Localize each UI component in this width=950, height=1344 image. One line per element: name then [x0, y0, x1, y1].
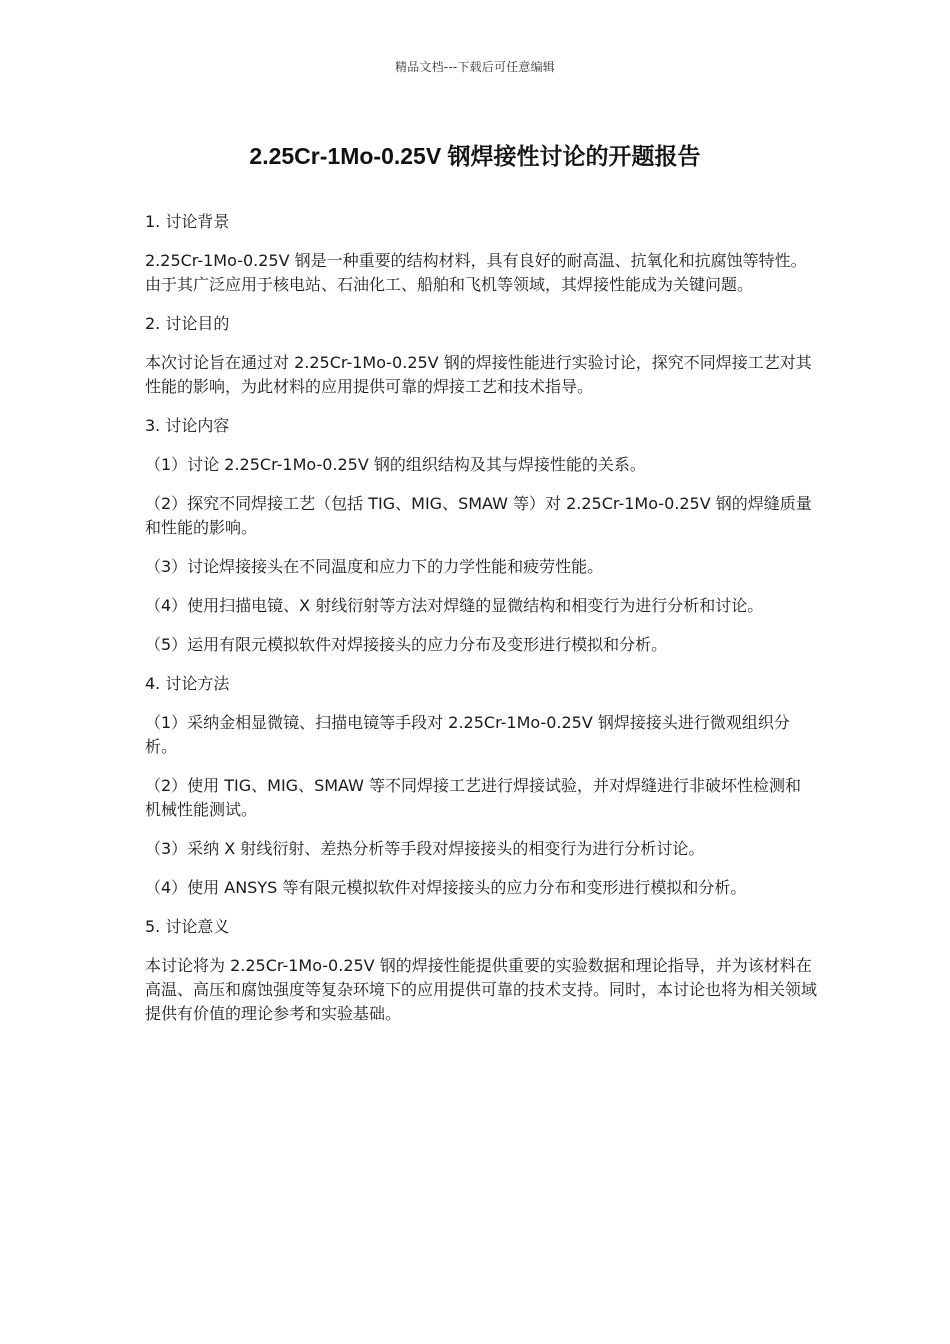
document-title: 2.25Cr-1Mo-0.25V 钢焊接性讨论的开题报告 — [249, 143, 701, 169]
section-heading: 3. 讨论内容 — [145, 416, 230, 435]
list-item: （3）讨论焊接接头在不同温度和应力下的力学性能和疲劳性能。 — [145, 557, 604, 576]
list-item: （2）探究不同焊接工艺（包括 TIG、MIG、SMAW 等）对 2.25Cr-1Mo-0.25V 钢的焊缝质量和性能的影响。 — [145, 494, 812, 537]
list-item: （1）采纳金相显微镜、扫描电镜等手段对 2.25Cr-1Mo-0.25V 钢焊接接头进行微观组织分析。 — [145, 713, 790, 756]
document-body — [145, 210, 817, 1041]
page-header-watermark: 精品文档---下载后可任意编辑 — [395, 60, 555, 74]
list-item: （5）运用有限元模拟软件对焊接接头的应力分布及变形进行模拟和分析。 — [145, 635, 668, 654]
body-paragraph: 本次讨论旨在通过对 2.25Cr-1Mo-0.25V 钢的焊接性能进行实验讨论，探究不同焊接工艺对其性能的影响，为此材料的应用提供可靠的焊接工艺和技术指导。 — [145, 353, 812, 396]
body-paragraph: 本讨论将为 2.25Cr-1Mo-0.25V 钢的焊接性能提供重要的实验数据和理论指导，并为该材料在高温、高压和腐蚀强度等复杂环境下的应用提供可靠的技术支持。同时，本讨论也将为相关领域提供有价值的理论参考和实验基础。 — [145, 956, 818, 1023]
section-heading: 5. 讨论意义 — [145, 917, 230, 936]
list-item: （2）使用 TIG、MIG、SMAW 等不同焊接工艺进行焊接试验，并对焊缝进行非破坏性检测和机械性能测试。 — [145, 776, 802, 819]
section-heading: 1. 讨论背景 — [145, 212, 230, 231]
section-heading: 4. 讨论方法 — [145, 674, 230, 693]
list-item: （4）使用 ANSYS 等有限元模拟软件对焊接接头的应力分布和变形进行模拟和分析。 — [145, 878, 747, 897]
section-heading: 2. 讨论目的 — [145, 314, 230, 333]
list-item: （3）采纳 X 射线衍射、差热分析等手段对焊接接头的相变行为进行分析讨论。 — [145, 839, 705, 858]
list-item: （4）使用扫描电镜、X 射线衍射等方法对焊缝的显微结构和相变行为进行分析和讨论。 — [145, 596, 764, 615]
list-item: （1）讨论 2.25Cr-1Mo-0.25V 钢的组织结构及其与焊接性能的关系。 — [145, 455, 646, 474]
body-paragraph: 2.25Cr-1Mo-0.25V 钢是一种重要的结构材料，具有良好的耐高温、抗氧化和抗腐蚀等特性。由于其广泛应用于核电站、石油化工、船舶和飞机等领域，其焊接性能成为关键问题。 — [145, 251, 807, 294]
